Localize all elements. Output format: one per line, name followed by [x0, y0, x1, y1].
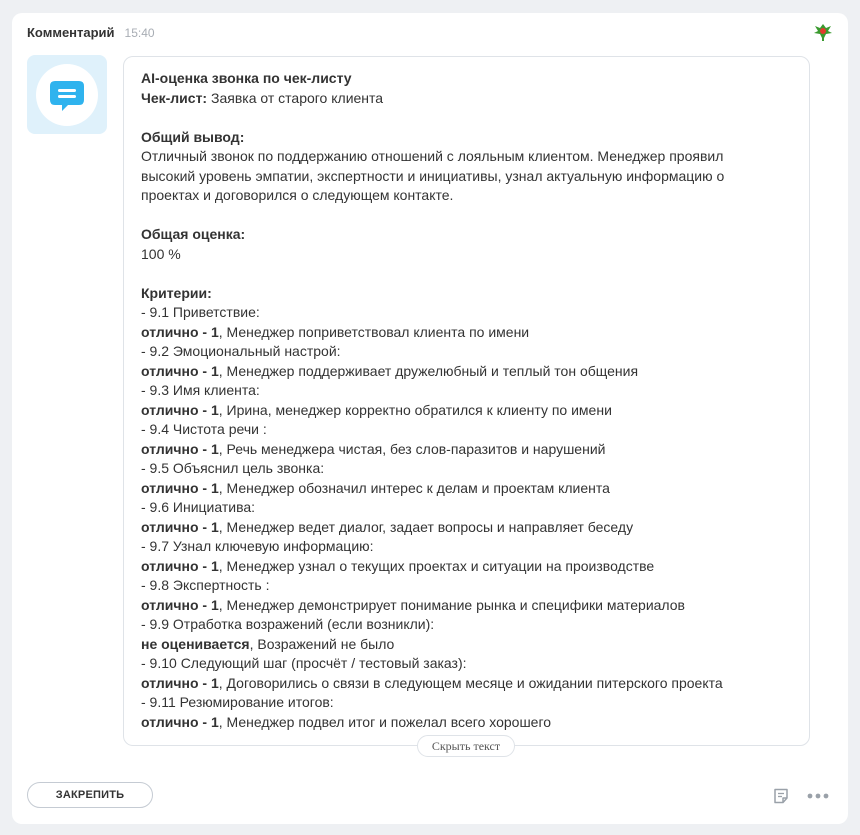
message-bold-text: отлично - 1 — [141, 362, 219, 379]
message-plain-text: , Менеджер поддерживает дружелюбный и теплый тон общения — [218, 362, 639, 379]
message-line — [141, 128, 792, 148]
message-plain-text: Отличный звонок по поддержанию отношений с лояльным клиентом. Менеджер проявил — [141, 148, 724, 164]
pin-button[interactable]: ЗАКРЕПИТЬ — [27, 782, 153, 808]
message-line — [141, 518, 792, 538]
message-plain-text: , Речь менеджера чистая, без слов-паразитов и нарушений — [218, 440, 606, 457]
message-text — [141, 69, 792, 732]
chat-bubble-icon — [44, 73, 90, 117]
app-logo — [27, 55, 107, 134]
message-line — [141, 479, 792, 499]
message-plain-text: - 9.10 Следующий шаг (просчёт / тестовый заказ): — [141, 655, 467, 671]
comment-time: 15:40 — [124, 26, 155, 40]
message-plain-text: - 9.5 Объяснил цель звонка: — [141, 460, 325, 476]
message-plain-text: - 9.2 Эмоциональный настрой: — [141, 343, 341, 359]
message-plain-text: , Договорились о связи в следующем месяце и ожидании питерского проекта — [218, 674, 723, 691]
message-bold-text: Общая оценка: — [141, 226, 246, 242]
message-plain-text: - 9.4 Чистота речи : — [141, 421, 267, 437]
message-plain-text: - 9.6 Инициатива: — [141, 499, 256, 515]
message-plain-text: - 9.1 Приветствие: — [141, 304, 260, 320]
comment-card — [12, 13, 848, 824]
message-line — [141, 225, 792, 245]
message-line — [141, 537, 792, 557]
message-line — [141, 89, 792, 109]
message-line — [141, 284, 792, 304]
message-plain-text: проектах и договорился о следующем контакте. — [141, 187, 454, 203]
message-line — [141, 381, 792, 401]
message-plain-text: , Менеджер обозначил интерес к делам и проектам клиента — [218, 479, 610, 496]
message-bold-text: отлично - 1 — [141, 674, 219, 691]
message-line — [141, 303, 792, 323]
message-line — [141, 147, 792, 167]
message-plain-text: - 9.11 Резюмирование итогов: — [141, 694, 334, 710]
message-plain-text: - 9.7 Узнал ключевую информацию: — [141, 538, 374, 554]
message-bold-text: отлично - 1 — [141, 479, 219, 496]
message-plain-text: 100 % — [141, 245, 181, 262]
note-icon[interactable] — [772, 787, 790, 805]
message-line — [141, 596, 792, 616]
message-plain-text: , Возражений не было — [249, 635, 395, 652]
message-plain-text: , Менеджер ведет диалог, задает вопросы и направляет беседу — [218, 518, 634, 535]
message-bold-text: отлично - 1 — [141, 713, 219, 730]
message-bubble — [123, 56, 810, 746]
comment-title: Комментарий — [27, 25, 115, 40]
message-line — [141, 420, 792, 440]
message-bold-text: отлично - 1 — [141, 323, 219, 340]
comment-header — [27, 25, 155, 40]
message-line — [141, 206, 792, 226]
message-plain-text: - 9.3 Имя клиента: — [141, 382, 260, 398]
message-line — [141, 498, 792, 518]
message-bold-text: отлично - 1 — [141, 596, 219, 613]
message-plain-text: , Менеджер подвел итог и пожелал всего хорошего — [218, 713, 552, 730]
message-plain-text: , Менеджер демонстрирует понимание рынка и специфики материалов — [218, 596, 685, 613]
message-bold-text: AI-оценка звонка по чек-листу — [141, 70, 352, 86]
message-line — [141, 440, 792, 460]
message-bold-text: отлично - 1 — [141, 440, 219, 457]
message-bold-text: Критерии: — [141, 284, 212, 301]
message-line — [141, 108, 792, 128]
message-line — [141, 323, 792, 343]
message-plain-text: , Менеджер узнал о текущих проектах и ситуации на производстве — [218, 557, 655, 574]
message-line — [141, 635, 792, 655]
message-plain-text: - 9.8 Экспертность : — [141, 577, 270, 593]
message-line — [141, 167, 792, 187]
hide-text-button[interactable]: Скрыть текст — [417, 735, 515, 757]
more-options-icon[interactable] — [807, 793, 829, 799]
message-plain-text: Заявка от старого клиента — [207, 89, 384, 106]
message-plain-text: , Ирина, менеджер корректно обратился к клиенту по имени — [218, 401, 612, 418]
message-line — [141, 713, 792, 733]
message-line — [141, 245, 792, 265]
message-bold-text: отлично - 1 — [141, 401, 219, 418]
message-plain-text: высокий уровень эмпатии, экспертности и инициативы, узнал актуальную информацию о — [141, 167, 725, 184]
message-bold-text: Чек-лист: — [141, 89, 208, 106]
message-bold-text: Общий вывод: — [141, 128, 245, 145]
message-line — [141, 693, 792, 713]
message-bold-text: отлично - 1 — [141, 557, 219, 574]
message-line — [141, 576, 792, 596]
message-line — [141, 615, 792, 635]
message-line — [141, 557, 792, 577]
message-line — [141, 401, 792, 421]
message-line — [141, 362, 792, 382]
message-bold-text: отлично - 1 — [141, 518, 219, 535]
message-line — [141, 186, 792, 206]
author-avatar-icon[interactable] — [812, 21, 834, 43]
message-line — [141, 342, 792, 362]
message-line — [141, 264, 792, 284]
message-plain-text: , Менеджер поприветствовал клиента по имени — [218, 323, 530, 340]
message-line — [141, 674, 792, 694]
message-bold-text: не оценивается — [141, 635, 250, 652]
message-line — [141, 459, 792, 479]
message-line — [141, 654, 792, 674]
message-line — [141, 69, 792, 89]
message-plain-text: - 9.9 Отработка возражений (если возникли): — [141, 616, 435, 632]
